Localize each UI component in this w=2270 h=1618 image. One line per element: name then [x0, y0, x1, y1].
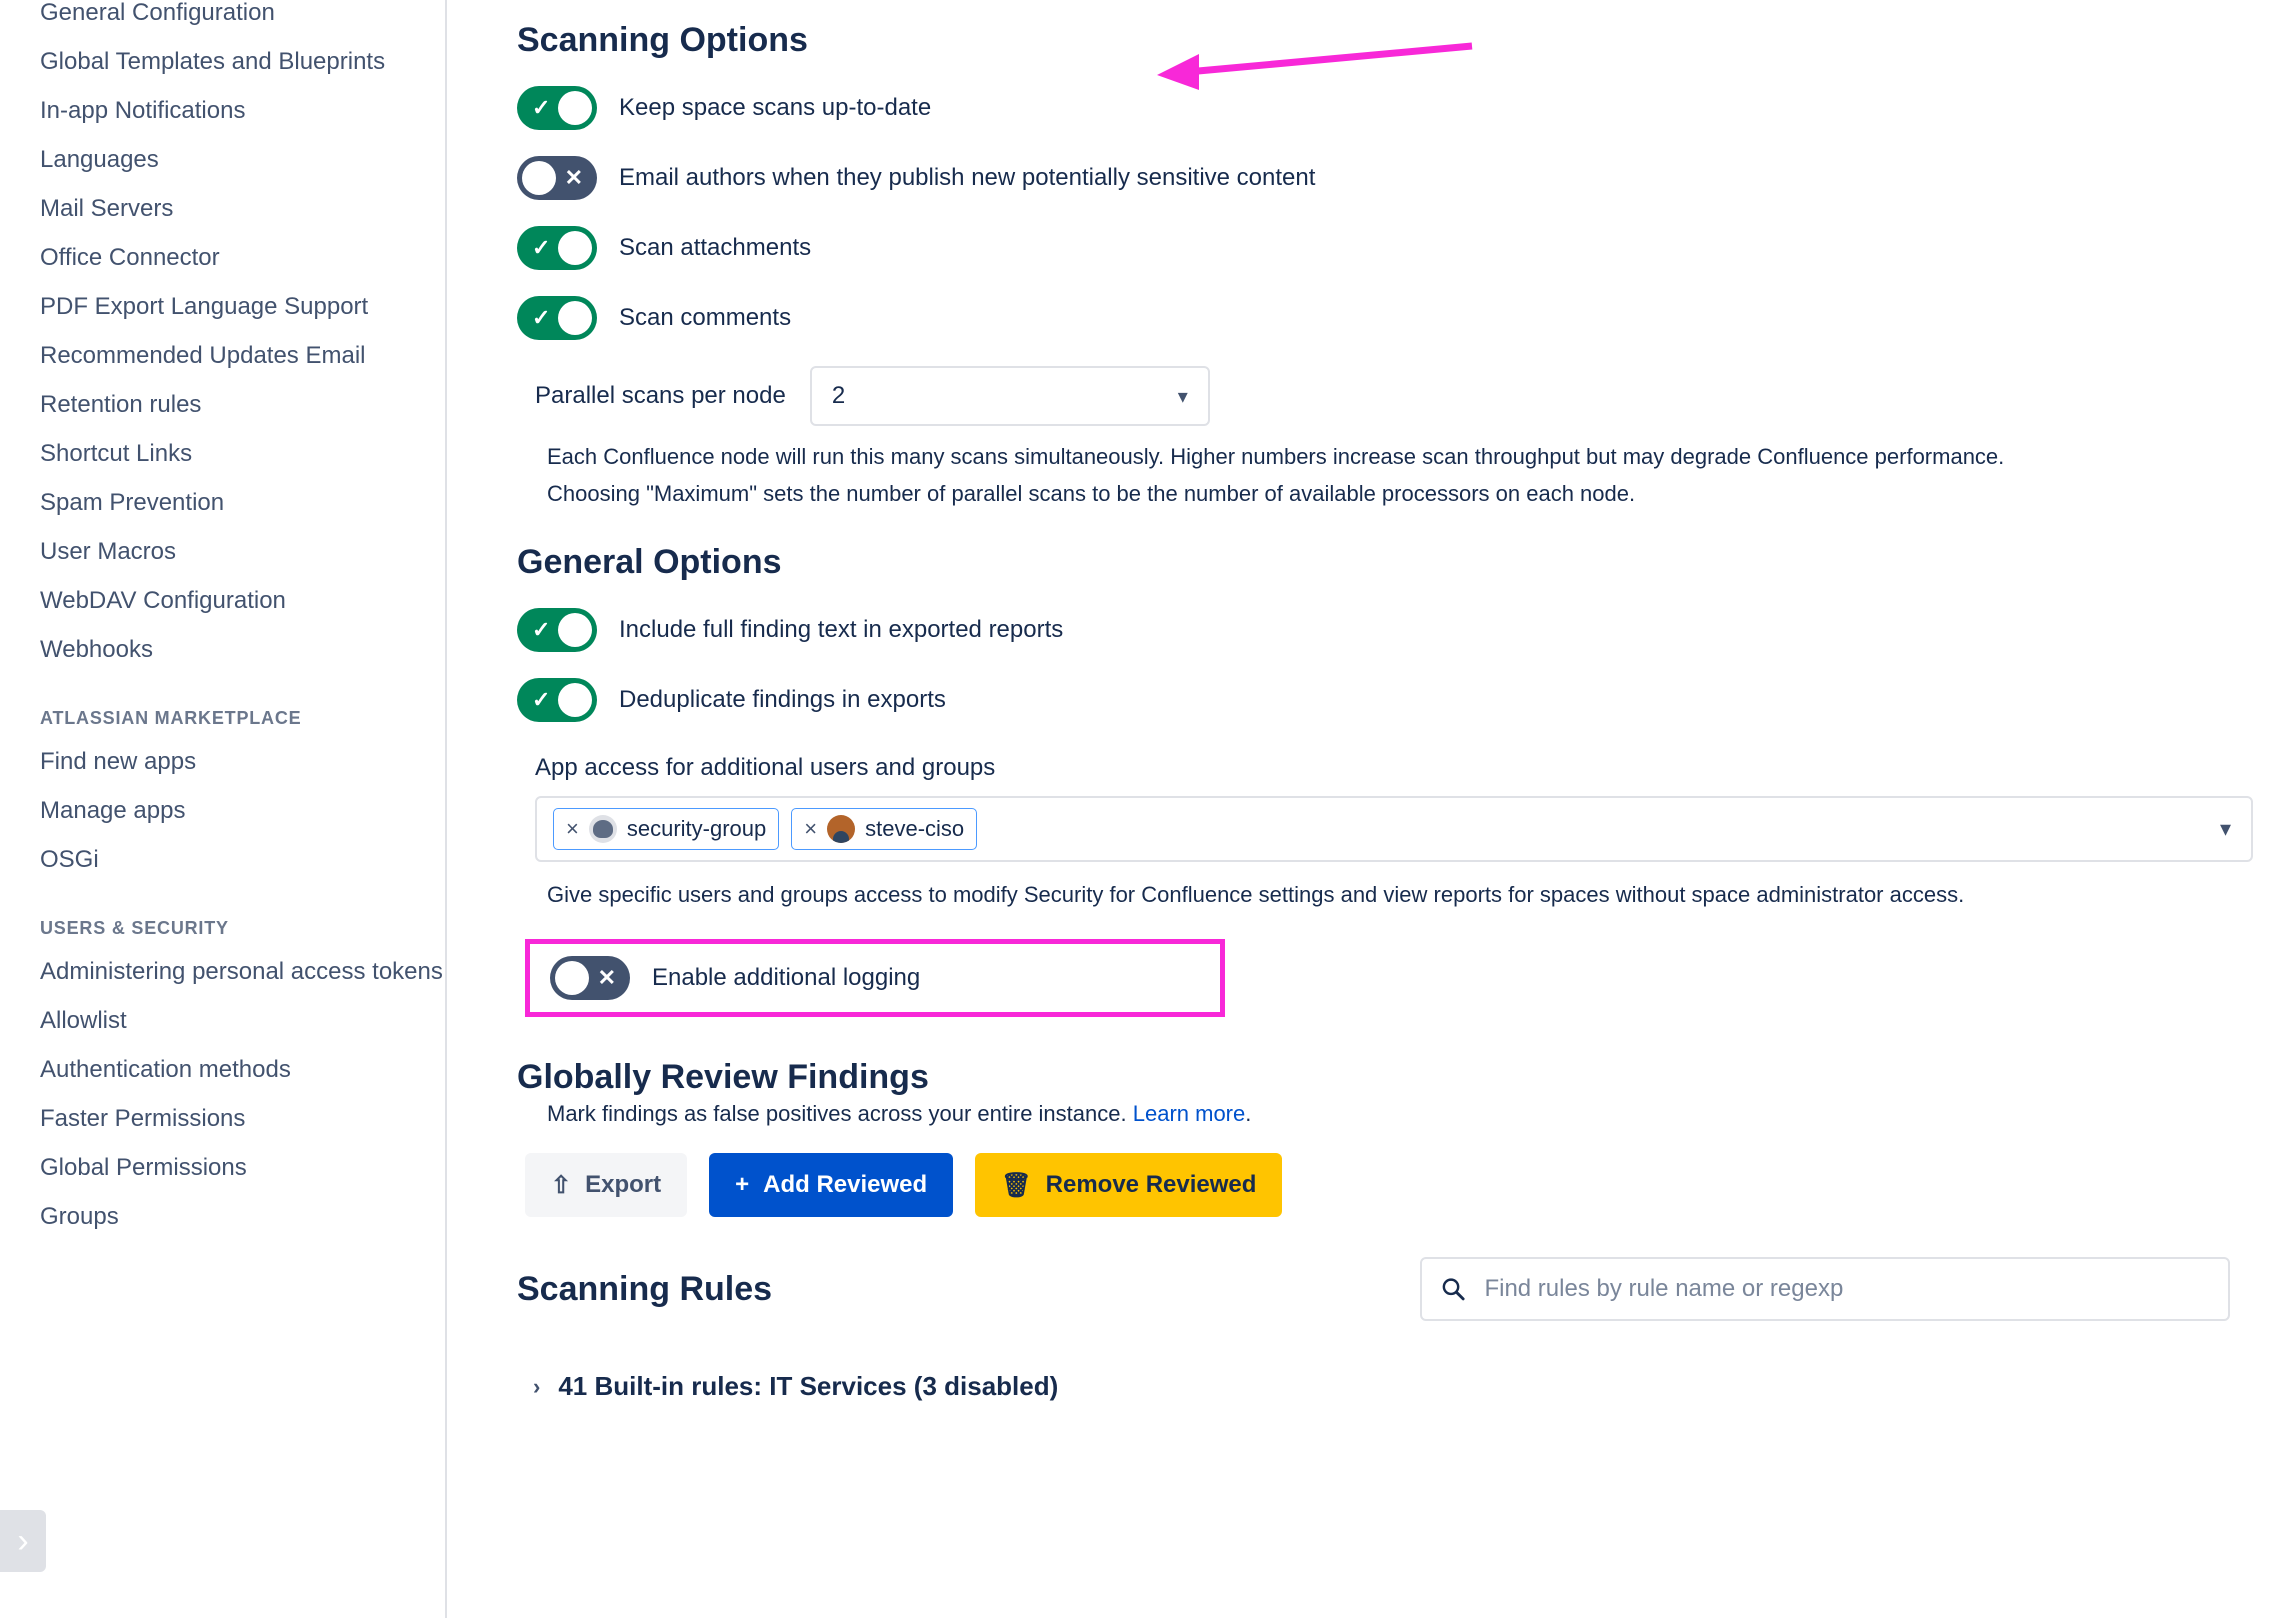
sidebar-expand-handle[interactable] — [0, 1510, 46, 1572]
sidebar-item-label: Recommended Updates Email — [40, 342, 366, 369]
setting-label: Scan attachments — [619, 234, 812, 261]
review-actions — [525, 1153, 2230, 1217]
sidebar-item-authentication-methods[interactable] — [40, 1045, 445, 1094]
sidebar-item-groups[interactable] — [40, 1192, 445, 1241]
parallel-scans-value: 2 — [831, 382, 846, 409]
sidebar-item-label: General Configuration — [40, 0, 275, 26]
check-icon: ✓ — [532, 235, 551, 260]
cross-icon: ✕ — [597, 965, 616, 990]
toggle-knob — [558, 301, 592, 335]
setting-label: Keep space scans up-to-date — [619, 94, 932, 121]
parallel-scans-label: Parallel scans per node — [535, 382, 786, 409]
setting-row-keep-space-scans — [517, 86, 2230, 130]
sidebar-item-label: Administering personal access tokens — [40, 958, 443, 985]
toggle-knob — [558, 613, 592, 647]
add-reviewed-button[interactable] — [709, 1153, 953, 1217]
export-button-label: Export — [585, 1171, 662, 1198]
group-avatar-icon — [589, 815, 617, 843]
sidebar-item-manage-apps[interactable] — [40, 786, 445, 835]
toggle-knob — [558, 683, 592, 717]
cross-icon: ✕ — [564, 165, 583, 190]
sidebar-item-global-templates-and-blueprints[interactable] — [40, 37, 445, 86]
sidebar-item-label: Mail Servers — [40, 195, 174, 222]
sidebar-item-osgi[interactable] — [40, 835, 445, 884]
toggle-enable-additional-logging[interactable] — [550, 956, 630, 1000]
sidebar-item-label: Retention rules — [40, 391, 202, 418]
toggle-scan-attachments[interactable] — [517, 226, 597, 270]
parallel-scans-help-1: Each Confluence node will run this many scans simultaneously. Higher numbers increase scan throughput but may degrade Confluence performance. — [547, 444, 2005, 469]
setting-row-include-full-finding-text — [517, 608, 2230, 652]
toggle-knob — [558, 231, 592, 265]
sidebar-section-marketplace: ATLASSIAN MARKETPLACE — [40, 708, 302, 728]
chip-label: security-group — [626, 816, 767, 841]
sidebar-item-label: Shortcut Links — [40, 440, 193, 467]
learn-more-link[interactable]: Learn more — [1132, 1101, 1246, 1126]
general-options-title: General Options — [517, 543, 782, 581]
parallel-scans-help-2: Choosing "Maximum" sets the number of parallel scans to be the number of available processors on each node. — [547, 481, 1636, 506]
setting-row-deduplicate-findings — [517, 678, 2230, 722]
toggle-knob — [558, 91, 592, 125]
sidebar-item-shortcut-links[interactable] — [40, 429, 445, 478]
sidebar-item-label: Global Templates and Blueprints — [40, 48, 386, 75]
check-icon: ✓ — [532, 617, 551, 642]
setting-label: Deduplicate findings in exports — [619, 686, 946, 713]
chip-label: steve-ciso — [865, 816, 965, 841]
sidebar-item-languages[interactable] — [40, 135, 445, 184]
upload-icon: ⇧ — [551, 1171, 572, 1199]
chevron-down-icon: ▾ — [1177, 385, 1188, 408]
sidebar-item-general-configuration[interactable] — [40, 0, 445, 37]
setting-label: Scan comments — [619, 304, 792, 331]
scanning-rules-header — [517, 1257, 2230, 1321]
sidebar-item-pdf-export-language-support[interactable] — [40, 282, 445, 331]
parallel-scans-select[interactable] — [810, 366, 1210, 426]
rule-group-it-services[interactable] — [533, 1371, 2230, 1402]
sidebar-item-label: OSGi — [40, 846, 99, 873]
app-access-label: App access for additional users and groups — [535, 754, 996, 781]
globally-review-findings-title: Globally Review Findings — [517, 1058, 929, 1096]
sidebar-item-retention-rules[interactable] — [40, 380, 445, 429]
setting-row-email-authors — [517, 156, 2230, 200]
sidebar-section-users-security: USERS & SECURITY — [40, 918, 229, 938]
toggle-include-full-finding-text[interactable] — [517, 608, 597, 652]
sidebar-item-label: In-app Notifications — [40, 97, 246, 124]
search-icon — [1440, 1275, 1466, 1303]
parallel-scans-row — [535, 366, 2230, 426]
sidebar-item-allowlist[interactable] — [40, 996, 445, 1045]
sidebar-item-in-app-notifications[interactable] — [40, 86, 445, 135]
sidebar-item-mail-servers[interactable] — [40, 184, 445, 233]
enable-additional-logging-highlight — [525, 939, 1225, 1017]
add-reviewed-button-label: Add Reviewed — [763, 1171, 928, 1198]
sidebar-item-label: Manage apps — [40, 797, 186, 824]
chevron-down-icon[interactable]: ▾ — [2219, 816, 2231, 841]
main-content — [447, 0, 2270, 1618]
sidebar-item-label: Languages — [40, 146, 159, 173]
sidebar-item-label: Allowlist — [40, 1007, 127, 1034]
scanning-rules-title: Scanning Rules — [517, 1270, 773, 1308]
sidebar-item-administering-personal-access-tokens[interactable] — [40, 947, 445, 996]
sidebar-item-label: User Macros — [40, 538, 177, 565]
sidebar-item-recommended-updates-email[interactable] — [40, 331, 445, 380]
chip-remove-icon[interactable]: × — [566, 816, 579, 841]
remove-reviewed-button[interactable] — [975, 1153, 1282, 1217]
toggle-scan-comments[interactable] — [517, 296, 597, 340]
sidebar-item-faster-permissions[interactable] — [40, 1094, 445, 1143]
sidebar-item-label: Faster Permissions — [40, 1105, 246, 1132]
sidebar — [0, 0, 447, 1618]
toggle-keep-space-scans-up-to-date[interactable] — [517, 86, 597, 130]
sidebar-item-label: WebDAV Configuration — [40, 587, 286, 614]
rules-search-input[interactable] — [1482, 1274, 2210, 1304]
sidebar-item-label: Office Connector — [40, 244, 220, 271]
toggle-knob — [555, 961, 589, 995]
sidebar-item-label: PDF Export Language Support — [40, 293, 369, 320]
chip-remove-icon[interactable]: × — [804, 816, 818, 841]
check-icon: ✓ — [532, 305, 551, 330]
period: . — [1245, 1101, 1252, 1126]
sidebar-item-label: Webhooks — [40, 636, 153, 663]
toggle-email-authors[interactable] — [517, 156, 597, 200]
chip-security-group[interactable] — [553, 808, 779, 850]
setting-label: Include full finding text in exported reports — [619, 616, 1064, 643]
rules-search-box[interactable] — [1420, 1257, 2230, 1321]
rule-group-label: 41 Built-in rules: IT Services (3 disabled) — [558, 1371, 1059, 1401]
scanning-options-title: Scanning Options — [517, 21, 808, 59]
setting-row-scan-attachments — [517, 226, 2230, 270]
user-avatar-icon — [827, 815, 855, 843]
sidebar-item-webdav-configuration[interactable] — [40, 576, 445, 625]
sidebar-item-find-new-apps[interactable] — [40, 737, 445, 786]
toggle-deduplicate-findings[interactable] — [517, 678, 597, 722]
app-access-help: Give specific users and groups access to modify Security for Confluence settings and view reports for spaces without space administrator access. — [547, 882, 1965, 907]
sidebar-item-webhooks[interactable] — [40, 625, 445, 674]
description-text: Mark findings as false positives across your entire instance. — [547, 1101, 1127, 1126]
plus-icon: + — [735, 1171, 750, 1198]
setting-label: Enable additional logging — [652, 964, 921, 991]
sidebar-item-spam-prevention[interactable] — [40, 478, 445, 527]
export-button[interactable] — [525, 1153, 687, 1217]
check-icon: ✓ — [532, 687, 551, 712]
check-icon: ✓ — [532, 95, 551, 120]
setting-row-scan-comments — [517, 296, 2230, 340]
trash-icon: 🗑 — [1001, 1171, 1032, 1199]
remove-reviewed-button-label: Remove Reviewed — [1045, 1171, 1257, 1198]
sidebar-item-label: Authentication methods — [40, 1056, 291, 1083]
sidebar-item-user-macros[interactable] — [40, 527, 445, 576]
sidebar-item-label: Groups — [40, 1203, 119, 1230]
sidebar-item-label: Spam Prevention — [40, 489, 225, 516]
setting-label: Email authors when they publish new potentially sensitive content — [619, 164, 1316, 191]
toggle-knob — [522, 161, 556, 195]
chip-steve-ciso[interactable] — [791, 808, 977, 850]
sidebar-item-label: Global Permissions — [40, 1154, 247, 1181]
globally-review-description — [547, 1101, 2230, 1127]
sidebar-item-office-connector[interactable] — [40, 233, 445, 282]
chevron-right-icon: › — [17, 1521, 29, 1560]
sidebar-item-global-permissions[interactable] — [40, 1143, 445, 1192]
app-access-multiselect[interactable] — [535, 796, 2253, 862]
chevron-right-icon: › — [533, 1373, 541, 1399]
sidebar-item-label: Find new apps — [40, 748, 197, 775]
